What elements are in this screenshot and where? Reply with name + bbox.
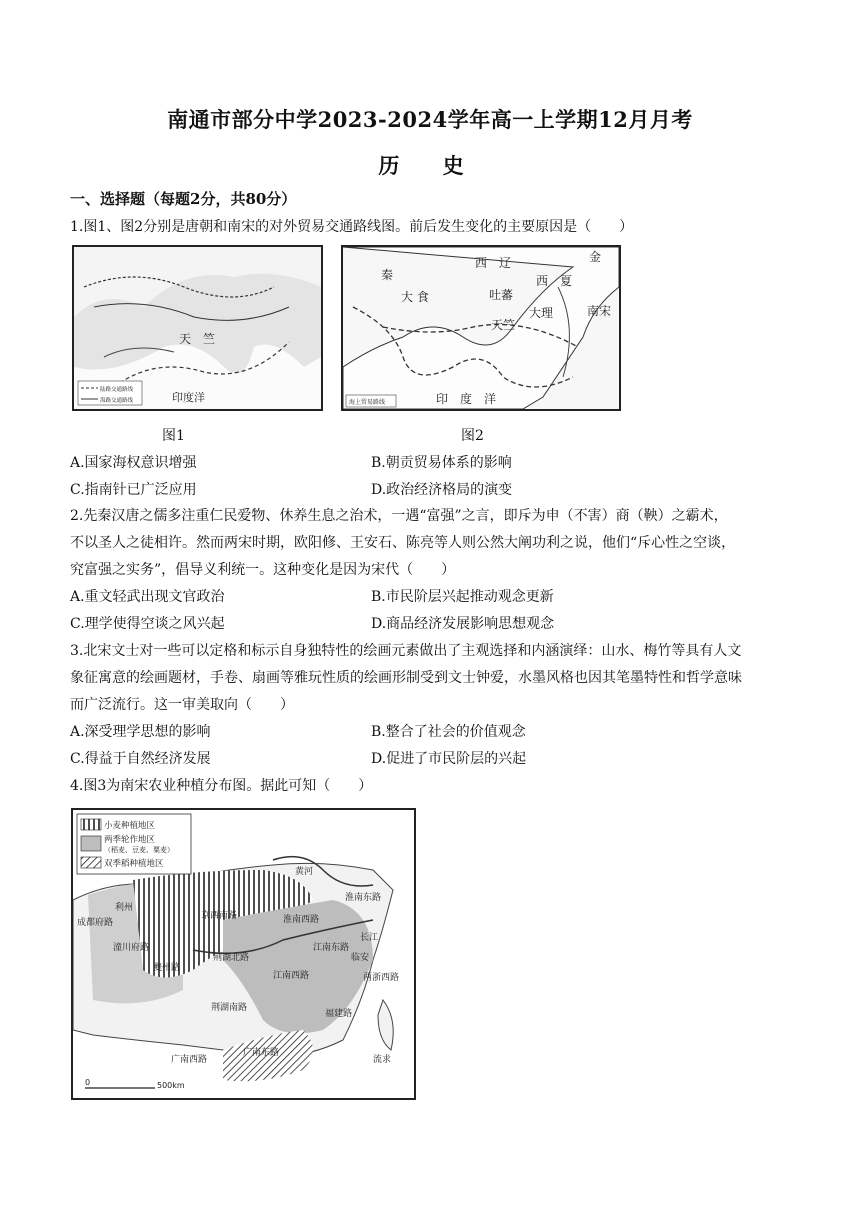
- fig3-jinghubei-label: 荆湖北路: [213, 953, 250, 963]
- fig3-legend-double-sub: （稻麦、豆麦、粟麦）: [104, 846, 174, 854]
- fig2-legend: 海上贸易路线: [349, 399, 386, 406]
- fig1-indian-ocean-label: 印度洋: [172, 391, 205, 404]
- fig2-dashi-label: 大 食: [401, 290, 429, 304]
- q2-option-b[interactable]: B.市民阶层兴起推动观念更新: [371, 589, 554, 605]
- q4-stem: 4.图3为南宋农业种植分布图。据此可知（ ）: [70, 778, 373, 794]
- q2-line-3: 究富强之实务”，倡导义利统一。这种变化是因为宋代（ ）: [70, 562, 456, 578]
- fig3-kuizhou-label: 夔州路: [153, 963, 181, 973]
- fig2-tubo-label: 吐蕃: [489, 288, 514, 302]
- fig3-jiangnandong-label: 江南东路: [313, 943, 350, 953]
- fig2-indian-ocean-label: 印 度 洋: [436, 392, 497, 406]
- fig3-legend-wheat: 小麦种植地区: [104, 821, 156, 831]
- fig3-fujian-label: 福建路: [325, 1009, 353, 1019]
- q3-option-d[interactable]: D.促进了市民阶层的兴起: [371, 751, 527, 767]
- figure-1-caption: 图1: [162, 428, 185, 444]
- fig3-huanghe-label: 黄河: [295, 867, 314, 877]
- figure-2-caption: 图2: [461, 428, 484, 444]
- fig1-legend-land: 陆路交通路线: [100, 387, 134, 393]
- fig3-jingxi-label: 京西南路: [201, 911, 238, 921]
- q1-stem: 1.图1、图2分别是唐朝和南宋的对外贸易交通路线图。前后发生变化的主要原因是（ ）: [70, 219, 634, 235]
- q1-option-b[interactable]: B.朝贡贸易体系的影响: [371, 455, 512, 471]
- q2-option-a[interactable]: A.重文轻武出现文官政治: [70, 589, 225, 605]
- fig3-linan-label: 临安: [351, 953, 370, 963]
- fig2-xiliao-label: 西 辽: [475, 256, 512, 270]
- q2-line-1: 2.先秦汉唐之儒多注重仁民爱物、休养生息之治术，一遇“富强”之言，即斥为申（不害）商（鞅）之霸术，: [70, 508, 728, 524]
- fig3-lizhou-label: 利州: [115, 903, 134, 913]
- fig3-huainanxi-label: 淮南西路: [283, 915, 320, 925]
- fig2-dali-label: 大理: [529, 306, 554, 320]
- fig3-scale-label: 500km: [157, 1081, 185, 1090]
- fig3-chengdu-label: 成都府路: [77, 918, 114, 928]
- figure-1-tang-trade-map: [72, 245, 323, 411]
- fig3-legend-double: 两季轮作地区: [104, 835, 156, 845]
- fig3-guangnanxi-label: 广南西路: [171, 1055, 208, 1065]
- exam-title: 南通市部分中学2023-2024学年高一上学期12月月考: [167, 107, 693, 132]
- q3-line-3: 而广泛流行。这一审美取向（ ）: [70, 697, 294, 713]
- fig2-qin-label: 秦: [381, 268, 394, 282]
- q3-line-2: 象征寓意的绘画题材，手卷、扇画等雅玩性质的绘画形制受到文士钟爱，水墨风格也因其笔墨特性和哲学意味: [70, 670, 742, 686]
- fig3-guangnandong-label: 广南东路: [243, 1048, 280, 1058]
- q3-option-a[interactable]: A.深受理学思想的影响: [70, 724, 211, 740]
- q3-line-1: 3.北宋文士对一些可以定格和标示自身独特性的绘画元素做出了主观选择和内涵演绎：山水、梅竹等具有人文: [70, 643, 742, 659]
- fig3-jiangnanxi-label: 江南西路: [273, 971, 310, 981]
- section-heading: 一、选择题（每题2分，共80分）: [70, 190, 297, 208]
- figure-2-song-trade-map: [341, 245, 621, 411]
- fig2-xixia-label: 西 夏: [536, 274, 573, 288]
- fig1-legend-sea: 海路交通路线: [100, 398, 134, 404]
- fig2-jin-label: 金: [589, 250, 602, 264]
- fig3-jinghunan-label: 荆湖南路: [211, 1003, 248, 1013]
- fig3-tongchuan-label: 潼川府路: [113, 943, 150, 953]
- q1-option-a[interactable]: A.国家海权意识增强: [70, 455, 197, 471]
- q1-option-c[interactable]: C.指南针已广泛应用: [70, 482, 197, 498]
- q2-option-d[interactable]: D.商品经济发展影响思想观念: [371, 616, 555, 632]
- fig2-nansong-label: 南宋: [587, 304, 612, 318]
- fig3-liangzhe-label: 两浙西路: [363, 973, 400, 983]
- fig3-liuqiu-label: 流求: [373, 1055, 392, 1065]
- fig3-changjiang-label: 长江: [360, 933, 379, 943]
- fig3-huainandong-label: 淮南东路: [345, 893, 382, 903]
- q3-option-c[interactable]: C.得益于自然经济发展: [70, 751, 211, 767]
- q3-option-b[interactable]: B.整合了社会的价值观念: [371, 724, 526, 740]
- subject-title: 历 史: [378, 153, 482, 178]
- figure-3-song-agriculture-map: [71, 808, 416, 1100]
- fig1-tianzhu-label: 天 竺: [179, 332, 216, 346]
- q1-option-d[interactable]: D.政治经济格局的演变: [371, 482, 513, 498]
- q2-line-2: 不以圣人之徒相许。然而两宋时期，欧阳修、王安石、陈亮等人则公然大阐功利之说，他们“斥心性之空谈，: [70, 535, 736, 551]
- q2-option-c[interactable]: C.理学使得空谈之风兴起: [70, 616, 225, 632]
- fig3-scale-zero: 0: [85, 1078, 91, 1087]
- fig2-tianzhu-label: 天竺: [491, 318, 516, 332]
- fig3-legend-rice: 双季稻种植地区: [104, 859, 164, 869]
